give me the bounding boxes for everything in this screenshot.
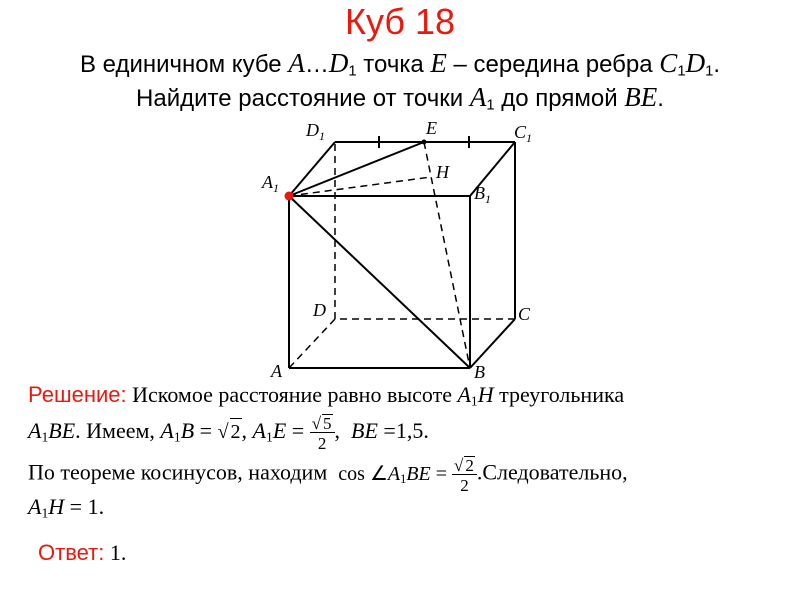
edge-D1A1 bbox=[289, 142, 335, 196]
label-C: C bbox=[518, 304, 531, 324]
edge-DA bbox=[289, 319, 335, 368]
page-title: Куб 18 bbox=[344, 1, 456, 42]
answer-label: Ответ: bbox=[38, 540, 105, 565]
label-A: A bbox=[271, 361, 282, 381]
edge-BC bbox=[470, 319, 515, 368]
point-A1 bbox=[285, 192, 294, 201]
problem-line-2: Найдите расстояние от точки $A_1$ до прямой BE. bbox=[136, 82, 664, 114]
label-B: B bbox=[474, 362, 485, 382]
label-B1: $B_1$ bbox=[474, 183, 491, 206]
solution-line-2: $A_1BE$. Имеем, $A_1B$ = √ 2, $A_1E$ = $\frac{√ 5}{2}$ , BE =1,5. bbox=[28, 414, 429, 453]
solution-line-1: Решение: Искомое расстояние равно высоте $A_1H$ треугольника bbox=[28, 382, 625, 409]
point-E bbox=[422, 140, 427, 145]
label-D1: $D_1$ bbox=[306, 120, 325, 143]
segment-A1E bbox=[289, 142, 424, 196]
solution-label: Решение: bbox=[28, 382, 127, 407]
answer-line bbox=[38, 540, 126, 566]
solution-line-3: По теореме косинусов, находим $\cos \angle A_1BE$ = $\frac{√ 2}{2}$ .Следовательно, bbox=[28, 456, 628, 495]
sqrt5-over-2-fraction: $\frac{√ 5}{2}$ bbox=[310, 414, 335, 452]
label-H: H bbox=[436, 162, 449, 182]
cube-diagram bbox=[250, 112, 550, 382]
sqrt2-value: √ 2 bbox=[218, 421, 242, 443]
problem-line-1: В единичном кубе $A\dots D_1$ точка E – середина ребра $C_1D_1$. bbox=[79, 48, 721, 80]
label-A1: $A_1$ bbox=[262, 172, 279, 195]
sqrt2-over-2-fraction: $\frac{√ 2}{2}$ bbox=[452, 456, 477, 494]
label-C1: $C_1$ bbox=[514, 122, 533, 145]
solution-line-4: $A_1H = 1$. bbox=[28, 494, 105, 521]
label-D: D bbox=[313, 300, 326, 320]
label-E: E bbox=[426, 118, 437, 138]
answer-value: 1. bbox=[104, 540, 127, 565]
cos-formula: $\cos \angle A_1BE$ = $\frac{√ 2}{2}$ bbox=[338, 463, 477, 485]
segment-A1B bbox=[289, 196, 470, 368]
